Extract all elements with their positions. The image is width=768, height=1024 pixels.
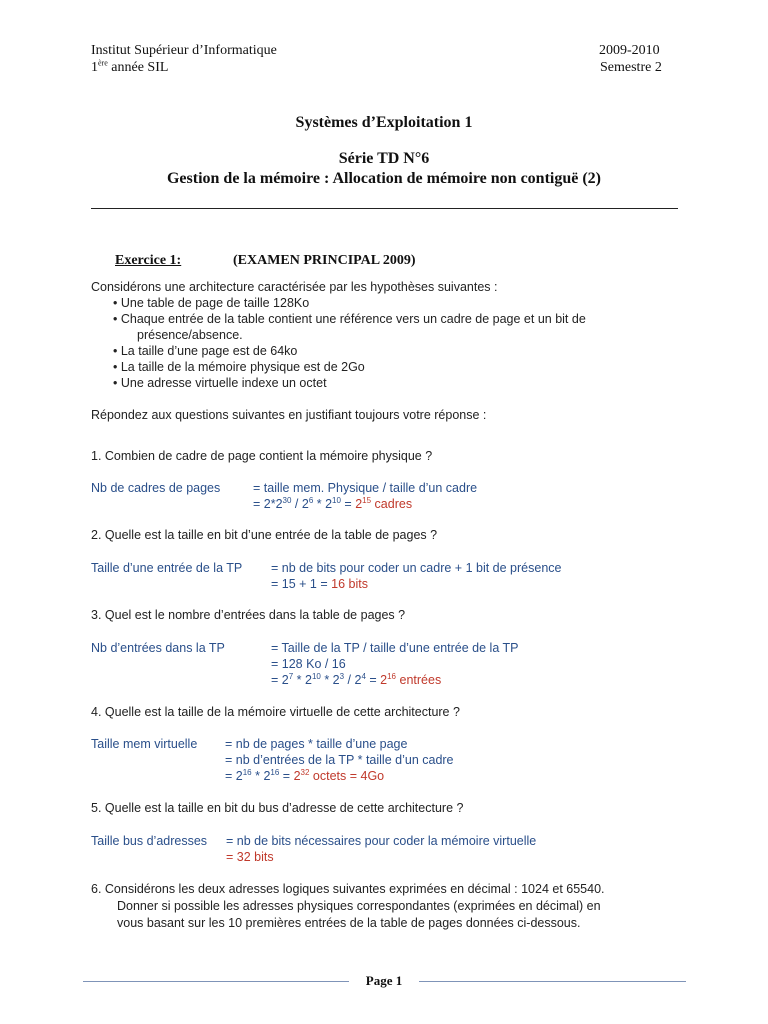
q2-calc: = 15 + 1 = xyxy=(271,577,332,591)
header-year: 2009-2010 xyxy=(599,43,660,58)
hypothesis-item: • Une table de page de taille 128Ko xyxy=(113,296,310,310)
q1-result-unit: cadres xyxy=(374,497,413,511)
q3-answer-line3: = $2^7 * 2^{10} * 2^3 / 2^4 = 2^{16}$ entrées xyxy=(271,671,442,687)
topic-title: Gestion de la mémoire : Allocation de mémoire non contiguë (2) xyxy=(166,170,601,187)
q5-answer-line1: = nb de bits nécessaires pour coder la mémoire virtuelle xyxy=(226,834,537,848)
intro-text: Considérons une architecture caractérisée par les hypothèses suivantes : xyxy=(91,280,498,294)
question-6: 6. Considérons les deux adresses logiques suivantes exprimées en décimal : 1024 et 65540. xyxy=(91,882,605,896)
question-4: 4. Quelle est la taille de la mémoire virtuelle de cette architecture ? xyxy=(91,705,460,719)
q2-answer-line2 xyxy=(271,577,368,591)
q5-answer-line2: = 32 bits xyxy=(226,850,274,864)
q4-result-unit: octets = 4Go xyxy=(312,769,385,783)
class-name: année SIL xyxy=(107,60,169,75)
header-institute: Institut Supérieur d’Informatique xyxy=(91,43,277,58)
title-divider xyxy=(91,208,678,209)
class-superscript: ère xyxy=(98,58,108,68)
hypothesis-text: Une table de page de taille 128Ko xyxy=(120,296,310,310)
hypothesis-text: Une adresse virtuelle indexe un octet xyxy=(120,376,327,390)
q3-answer-line2: = 128 Ko / 16 xyxy=(271,657,346,671)
q2-result: 16 bits xyxy=(331,577,368,591)
page-number: Page 1 xyxy=(365,973,403,988)
header-class xyxy=(91,60,168,76)
exercise-label: Exercice 1: xyxy=(115,253,182,268)
course-title: Systèmes d’Exploitation 1 xyxy=(295,114,473,131)
q3-result-unit: entrées xyxy=(399,673,442,687)
series-title: Série TD N°6 xyxy=(338,150,430,167)
q6-text-line2: vous basant sur les 10 premières entrées de la table de pages données ci-dessous. xyxy=(117,916,581,930)
q2-answer-line1: = nb de bits pour coder un cadre + 1 bit de présence xyxy=(271,561,562,575)
hypothesis-item: • Chaque entrée de la table contient une référence vers un cadre de page et un bit de xyxy=(113,312,586,326)
q1-answer-label: Nb de cadres de pages xyxy=(91,481,221,495)
hypothesis-item: • Une adresse virtuelle indexe un octet xyxy=(113,376,327,390)
header-semester: Semestre 2 xyxy=(600,60,662,75)
q3-answer-line1: = Taille de la TP / taille d’une entrée de la TP xyxy=(271,641,519,655)
exam-label: (EXAMEN PRINCIPAL 2009) xyxy=(233,253,416,268)
q5-answer-label: Taille bus d’adresses xyxy=(91,834,208,848)
q4-answer-label: Taille mem virtuelle xyxy=(91,737,198,751)
instruction-text: Répondez aux questions suivantes en justifiant toujours votre réponse : xyxy=(91,408,487,422)
q3-answer-label: Nb d’entrées dans la TP xyxy=(91,641,225,655)
question-5: 5. Quelle est la taille en bit du bus d’adresse de cette architecture ? xyxy=(91,801,464,815)
question-2: 2. Quelle est la taille en bit d’une entrée de la table de pages ? xyxy=(91,528,438,542)
hypothesis-text: La taille de la mémoire physique est de 2Go xyxy=(120,360,365,374)
hypothesis-item: • La taille de la mémoire physique est de 2Go xyxy=(113,360,365,374)
question-1: 1. Combien de cadre de page contient la mémoire physique ? xyxy=(91,449,433,463)
question-3: 3. Quel est le nombre d’entrées dans la table de pages ? xyxy=(91,608,406,622)
hypothesis-item: • La taille d’une page est de 64ko xyxy=(113,344,298,358)
q1-answer-line2: = $2*2^{30} / 2^6 * 2^{10} = 2^{15}$ cadres xyxy=(253,495,413,511)
q4-answer-line1: = nb de pages * taille d’une page xyxy=(225,737,408,751)
hypothesis-text: La taille d’une page est de 64ko xyxy=(120,344,298,358)
hypothesis-continuation: présence/absence. xyxy=(137,328,243,342)
class-number: 1 xyxy=(91,60,98,75)
q4-answer-line2: = nb d’entrées de la TP * taille d’un cadre xyxy=(225,753,454,767)
q6-text-line1: Donner si possible les adresses physiques correspondantes (exprimées en décimal) en xyxy=(117,899,601,913)
hypothesis-text: Chaque entrée de la table contient une référence vers un cadre de page et un bit de xyxy=(120,312,586,326)
q2-answer-label: Taille d’une entrée de la TP xyxy=(91,561,243,575)
q1-answer-line1: = taille mem. Physique / taille d’un cadre xyxy=(253,481,478,495)
q4-answer-line3: = $2^{16} * 2^{16} = 2^{32}$ octets = 4Go xyxy=(225,767,385,783)
